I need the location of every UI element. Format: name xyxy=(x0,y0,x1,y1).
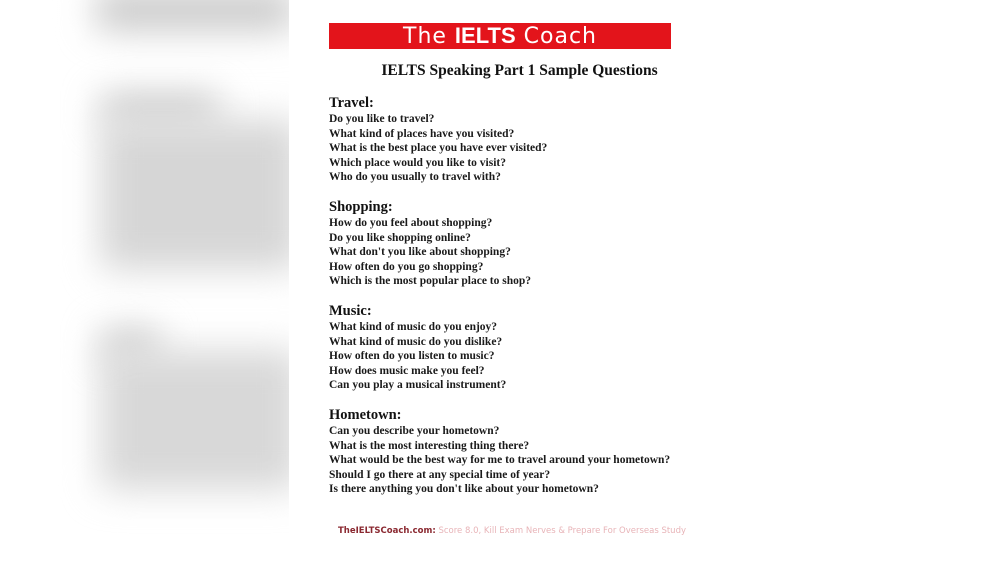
question: Can you play a musical instrument? xyxy=(329,379,507,392)
blur-block xyxy=(100,120,289,270)
banner-coach: Coach xyxy=(523,23,597,49)
section-music xyxy=(329,303,709,393)
section-heading: Music: xyxy=(329,302,372,319)
section-travel xyxy=(329,95,709,185)
section-hometown xyxy=(329,407,709,497)
section-shopping xyxy=(329,199,709,289)
banner-the: The xyxy=(403,23,447,49)
blur-block xyxy=(100,95,220,123)
footer-tagline: Score 8.0, Kill Exam Nerves & Prepare For Overseas Study xyxy=(438,526,686,536)
section-heading: Hometown: xyxy=(329,406,402,423)
section-heading: Travel: xyxy=(329,95,374,111)
question: What kind of music do you enjoy? xyxy=(329,320,498,333)
question: Is there anything you don't like about your hometown? xyxy=(329,483,599,496)
document-title: IELTS Speaking Part 1 Sample Questions xyxy=(381,62,658,79)
question: What kind of places have you visited? xyxy=(329,127,515,140)
question: Who do you usually to travel with? xyxy=(329,171,501,184)
brand-banner xyxy=(329,23,671,49)
footer-site: TheIELTSCoach.com: xyxy=(338,526,436,536)
banner-ielts: IELTS xyxy=(454,23,516,48)
question: What would be the best way for me to travel around your hometown? xyxy=(329,454,671,467)
question-list xyxy=(329,95,709,511)
question: How often do you listen to music? xyxy=(329,350,495,363)
question: How do you feel about shopping? xyxy=(329,216,493,229)
question: Can you describe your hometown? xyxy=(329,424,500,437)
document-page xyxy=(289,0,1000,563)
question: What is the most interesting thing there? xyxy=(329,439,530,452)
question: How does music make you feel? xyxy=(329,364,485,377)
question: Which is the most popular place to shop? xyxy=(329,275,532,288)
blur-fade xyxy=(0,0,90,563)
document-footer xyxy=(338,526,686,536)
blur-block xyxy=(100,350,289,490)
question: Which place would you like to visit? xyxy=(329,156,506,169)
blurred-background xyxy=(0,0,289,563)
document-title-row xyxy=(289,62,710,80)
question: What kind of music do you dislike? xyxy=(329,335,503,348)
question: What don't you like about shopping? xyxy=(329,246,511,259)
question: What is the best place you have ever visited? xyxy=(329,142,548,155)
question: How often do you go shopping? xyxy=(329,260,484,273)
question: Should I go there at any special time of year? xyxy=(329,468,551,481)
question: Do you like shopping online? xyxy=(329,231,471,244)
blur-block xyxy=(95,0,289,30)
question: Do you like to travel? xyxy=(329,113,435,125)
section-heading: Shopping: xyxy=(329,198,393,215)
